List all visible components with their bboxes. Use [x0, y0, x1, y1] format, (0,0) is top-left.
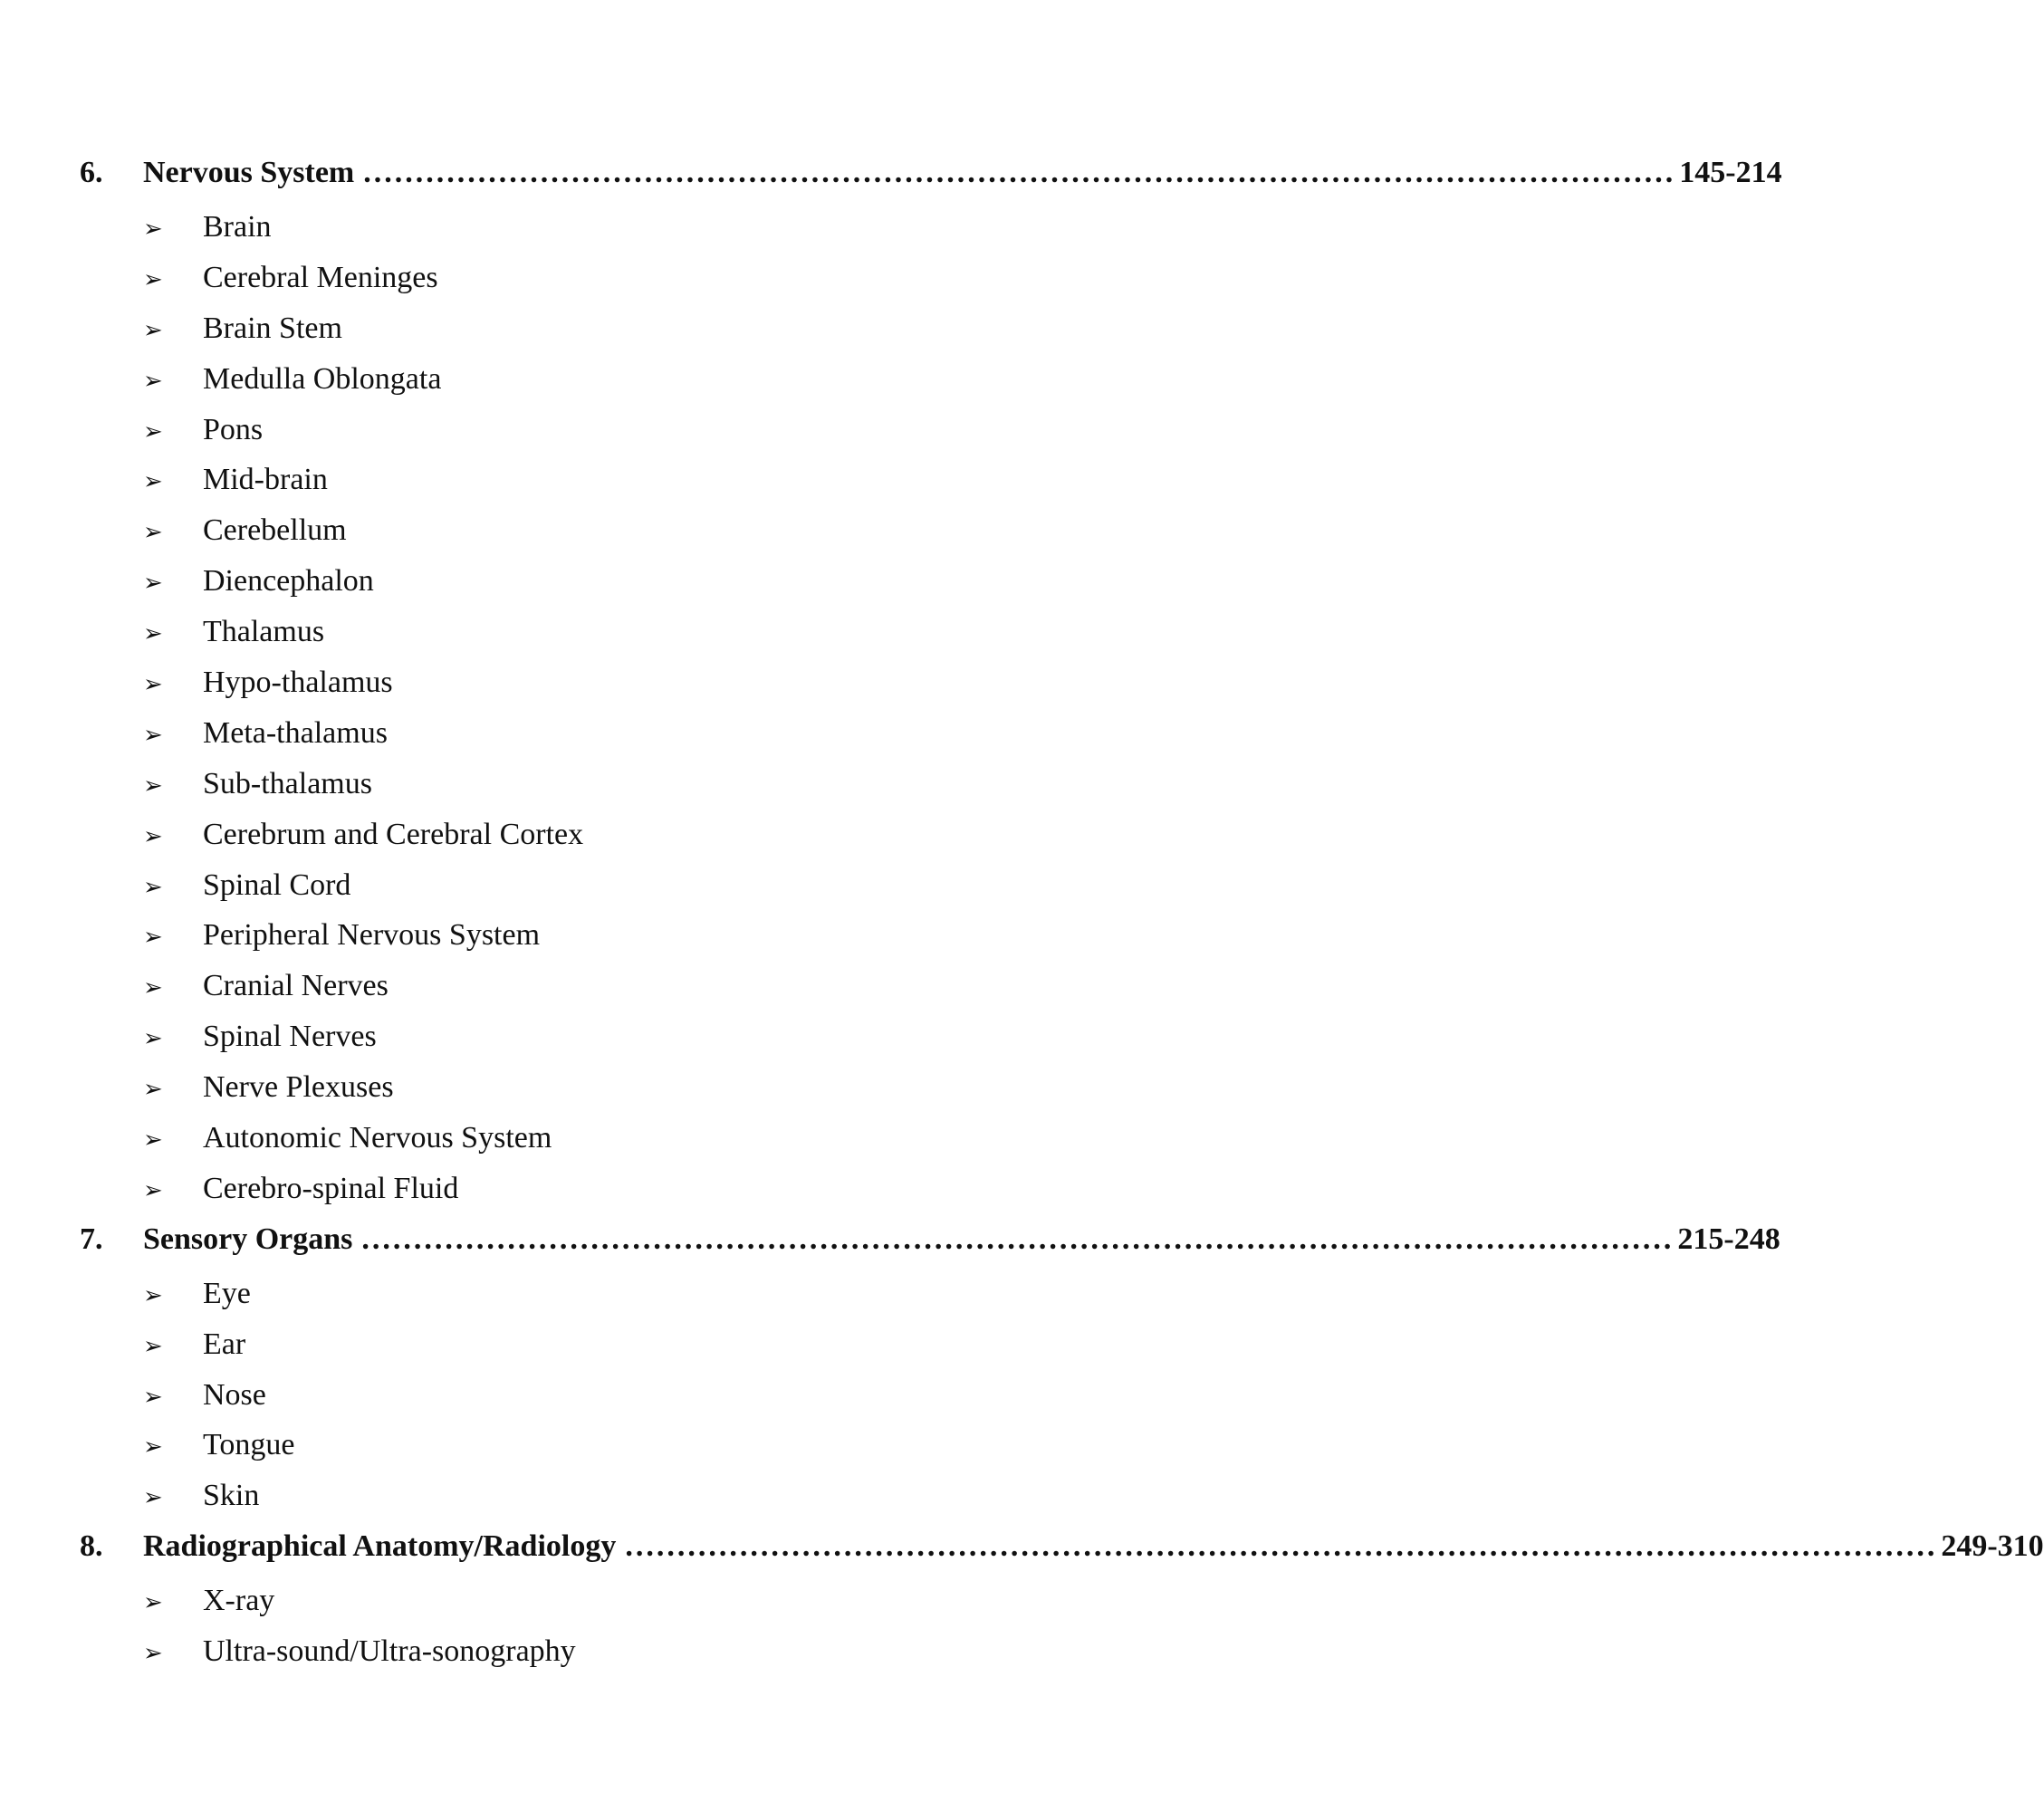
arrow-bullet-icon: ➢	[143, 873, 163, 900]
topic-label: Skin	[203, 1479, 260, 1513]
topic-label: Cerebrum and Cerebral Cortex	[203, 817, 584, 851]
arrow-bullet-icon: ➢	[143, 1383, 163, 1410]
chapter-page-range: 145-214	[1679, 156, 1782, 189]
arrow-bullet-icon: ➢	[143, 822, 163, 849]
chapter-heading	[80, 1529, 2044, 1584]
topic-label: Sub-thalamus	[203, 766, 372, 800]
topic-label: Cerebellum	[203, 513, 347, 548]
arrow-bullet-icon: ➢	[143, 771, 163, 799]
topic-label: Brain	[203, 210, 272, 244]
list-item	[80, 1121, 1304, 1172]
arrow-bullet-icon: ➢	[143, 316, 163, 343]
arrow-bullet-icon: ➢	[143, 216, 163, 242]
topic-label: Eye	[203, 1276, 251, 1310]
list-item	[80, 918, 1304, 969]
list-item	[80, 969, 1304, 1020]
topic-label: Ear	[203, 1327, 246, 1361]
topic-label: Tongue	[203, 1428, 295, 1462]
chapter-heading	[80, 156, 1782, 210]
list-item	[80, 1634, 1304, 1685]
arrow-bullet-icon: ➢	[143, 1126, 163, 1154]
topic-label: Mid-brain	[203, 463, 328, 497]
list-item	[80, 362, 1304, 413]
arrow-bullet-icon: ➢	[143, 519, 163, 546]
topic-label: Nose	[203, 1377, 266, 1412]
topic-label: Cranial Nerves	[203, 969, 389, 1003]
topic-label: Medulla Oblongata	[203, 361, 442, 396]
dot-leader: ..............................................................................................................................	[363, 156, 1676, 189]
arrow-bullet-icon: ➢	[143, 1281, 163, 1308]
arrow-bullet-icon: ➢	[143, 924, 163, 951]
list-item	[80, 1327, 1304, 1378]
list-item	[80, 615, 1304, 666]
topic-label: Hypo-thalamus	[203, 666, 393, 700]
topic-label: Ultra-sound/Ultra-sonography	[203, 1634, 576, 1669]
list-item	[80, 1070, 1304, 1121]
arrow-bullet-icon: ➢	[143, 1589, 163, 1616]
arrow-bullet-icon: ➢	[143, 417, 163, 445]
arrow-bullet-icon: ➢	[143, 620, 163, 647]
list-item	[80, 564, 1304, 615]
list-item	[80, 1428, 1304, 1479]
topic-label: Nerve Plexuses	[203, 1070, 394, 1105]
topic-list	[80, 1584, 1304, 1685]
arrow-bullet-icon: ➢	[143, 1332, 163, 1359]
arrow-bullet-icon: ➢	[143, 265, 163, 292]
arrow-bullet-icon: ➢	[143, 1433, 163, 1461]
list-item	[80, 413, 1304, 464]
arrow-bullet-icon: ➢	[143, 671, 163, 698]
chapter-number: 7.	[80, 1222, 103, 1256]
table-of-contents	[80, 156, 2044, 1685]
list-item	[80, 716, 1304, 767]
list-item	[80, 666, 1304, 716]
list-item	[80, 818, 1304, 868]
list-item	[80, 868, 1304, 919]
topic-label: Brain Stem	[203, 311, 342, 345]
topic-label: Spinal Nerves	[203, 1020, 377, 1054]
dot-leader: ..............................................................................................................................	[625, 1529, 1938, 1564]
arrow-bullet-icon: ➢	[143, 721, 163, 748]
arrow-bullet-icon: ➢	[143, 1025, 163, 1052]
arrow-bullet-icon: ➢	[143, 1484, 163, 1511]
topic-label: Peripheral Nervous System	[203, 918, 541, 953]
topic-label: Autonomic Nervous System	[203, 1121, 552, 1155]
list-item	[80, 1172, 1304, 1222]
chapter-page-range: 215-248	[1677, 1222, 1780, 1256]
topic-label: Pons	[203, 412, 264, 446]
list-item	[80, 513, 1304, 564]
list-item	[80, 210, 1304, 261]
list-item	[80, 1020, 1304, 1070]
topic-label: Meta-thalamus	[203, 715, 388, 750]
list-item	[80, 1479, 1304, 1529]
arrow-bullet-icon: ➢	[143, 1176, 163, 1203]
topic-list	[80, 210, 1304, 1222]
chapter-page-range: 249-310	[1941, 1529, 2044, 1564]
list-item	[80, 1277, 1304, 1327]
chapter-heading	[80, 1222, 1780, 1277]
chapter-title: Sensory Organs	[143, 1222, 353, 1256]
chapter-title: Nervous System	[143, 156, 355, 189]
topic-label: X-ray	[203, 1584, 275, 1618]
arrow-bullet-icon: ➢	[143, 974, 163, 1001]
arrow-bullet-icon: ➢	[143, 570, 163, 597]
list-item	[80, 1584, 1304, 1634]
arrow-bullet-icon: ➢	[143, 367, 163, 394]
list-item	[80, 311, 1304, 362]
topic-label: Cerebral Meninges	[203, 260, 438, 294]
topic-list	[80, 1277, 1304, 1529]
topic-label: Spinal Cord	[203, 867, 351, 902]
topic-label: Cerebro-spinal Fluid	[203, 1171, 459, 1205]
chapter-number: 8.	[80, 1529, 103, 1564]
arrow-bullet-icon: ➢	[143, 1076, 163, 1103]
arrow-bullet-icon: ➢	[143, 468, 163, 495]
chapter-number: 6.	[80, 156, 103, 189]
list-item	[80, 767, 1304, 818]
arrow-bullet-icon: ➢	[143, 1640, 163, 1667]
chapter-title: Radiographical Anatomy/Radiology	[143, 1529, 617, 1564]
list-item	[80, 1378, 1304, 1429]
dot-leader: ..............................................................................................................................	[361, 1222, 1675, 1256]
topic-label: Thalamus	[203, 615, 325, 649]
list-item	[80, 261, 1304, 311]
list-item	[80, 463, 1304, 513]
topic-label: Diencephalon	[203, 564, 374, 599]
